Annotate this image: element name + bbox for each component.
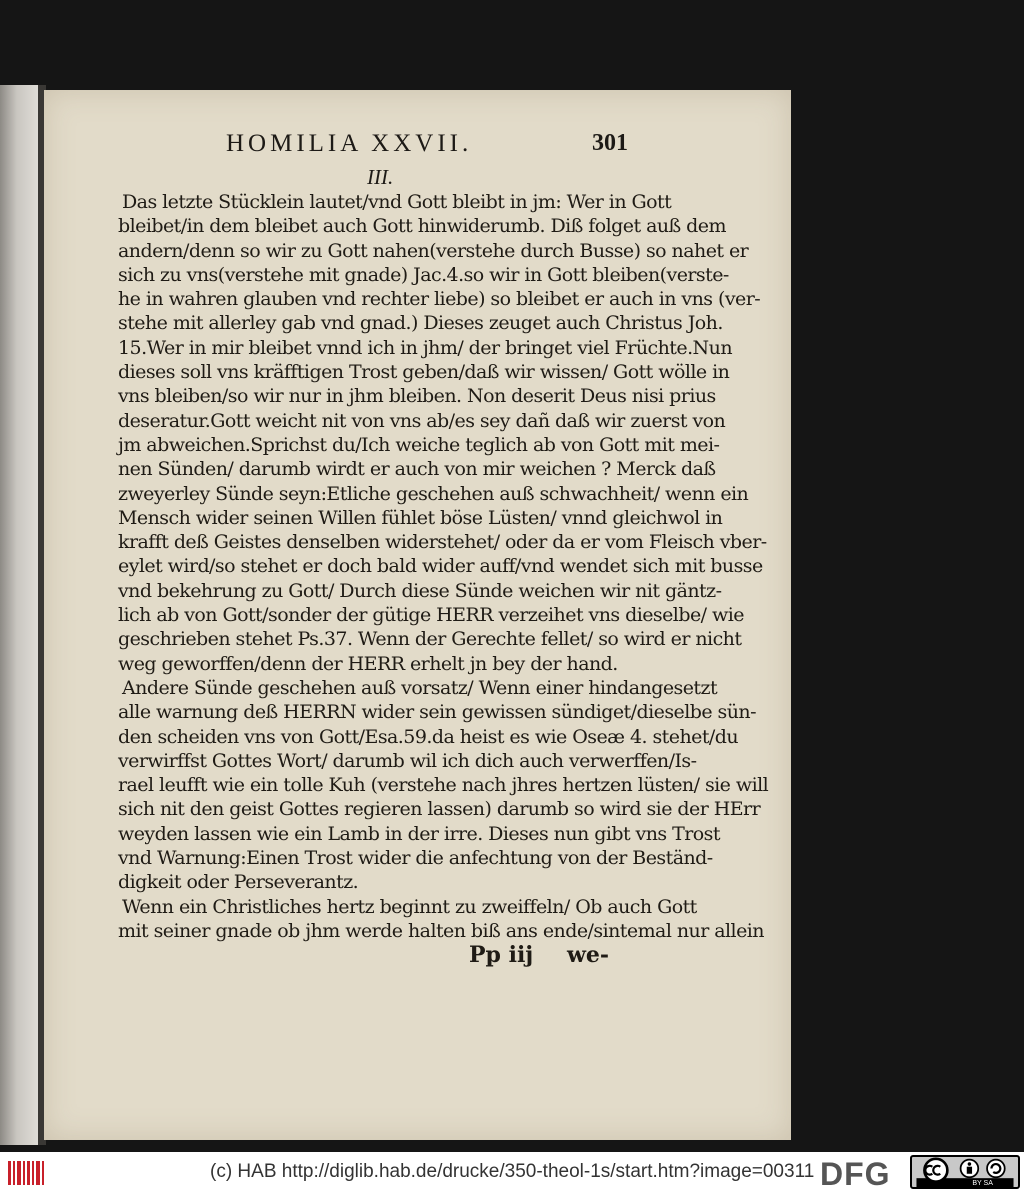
text-line: Wenn ein Christliches hertz beginnt zu zweiffeln/ Ob auch Gott xyxy=(122,895,697,918)
cc-license-badge[interactable] xyxy=(910,1155,1020,1189)
credit-link[interactable]: (c) HAB http://diglib.hab.de/drucke/350-theol-1s/start.htm?image=00311 xyxy=(210,1161,815,1182)
text-line: sich zu vns(verstehe mit gnade) Jac.4.so wir in Gott bleiben(verste- xyxy=(118,263,729,286)
text-line: Mensch wider seinen Willen fühlet böse Lüsten/ vnnd gleichwol in xyxy=(118,506,723,529)
text-line: nen Sünden/ darumb wirdt er auch von mir weichen ? Merck daß xyxy=(118,458,716,481)
cc-icon xyxy=(924,1159,947,1182)
hab-barcode-icon xyxy=(6,1158,46,1188)
text-line: digkeit oder Perseverantz. xyxy=(118,871,359,894)
text-line: lich ab von Gott/sonder der gütige HERR verzeihet vns dieselbe/ wie xyxy=(118,604,744,627)
text-line: verwirffst Gottes Wort/ darumb wil ich dich auch verwerffen/Is- xyxy=(118,749,697,772)
signature-mark: Pp iij xyxy=(469,942,534,968)
text-block xyxy=(118,190,769,943)
text-line: Andere Sünde geschehen auß vorsatz/ Wenn einer hindangesetzt xyxy=(122,676,718,699)
text-line: zweyerley Sünde seyn:Etliche geschehen auß schwachheit/ wenn ein xyxy=(118,482,749,505)
folio-number: 301 xyxy=(592,130,628,156)
book-page xyxy=(44,90,791,1140)
by-icon xyxy=(961,1160,979,1178)
text-line: vns bleiben/so wir nur in jhm bleiben. Non deserit Deus nisi prius xyxy=(118,385,716,408)
text-line: den scheiden vns von Gott/Esa.59.da heist es wie Oseæ 4. stehet/du xyxy=(118,725,739,748)
text-line: 15.Wer in mir bleibet vnnd ich in jhm/ der bringet viel Früchte.Nun xyxy=(118,336,733,359)
text-line: weyden lassen wie ein Lamb in der irre. Dieses nun gibt vns Trost xyxy=(118,822,720,845)
text-line: vnd bekehrung zu Gott/ Durch diese Sünde weichen wir nit gäntz- xyxy=(118,579,722,602)
text-line: weg geworffen/denn der HERR erhelt jn bey der hand. xyxy=(118,652,618,675)
text-line: bleibet/in dem bleibet auch Gott hinwiderumb. Diß folget auß dem xyxy=(118,215,726,238)
catchword-line xyxy=(469,942,609,968)
catchword: we- xyxy=(566,942,610,968)
text-line: mit seiner gnade ob jhm werde halten biß ans ende/sintemal nur allein xyxy=(118,919,764,942)
text-line: stehe mit allerley gab vnd gnad.) Dieses zeuget auch Christus Joh. xyxy=(118,312,723,335)
text-line: krafft deß Geistes denselben widerstehet/ oder da er vom Fleisch vber- xyxy=(118,531,767,554)
text-line: jm abweichen.Sprichst du/Ich weiche teglich ab von Gott mit mei- xyxy=(118,433,720,456)
text-line: vnd Warnung:Einen Trost wider die anfechtung von der Beständ- xyxy=(118,847,713,870)
section-numeral: III. xyxy=(367,165,394,189)
text-line: andern/denn so wir zu Gott nahen(verstehe durch Busse) so nahet er xyxy=(118,239,749,262)
license-label: BY SA xyxy=(972,1180,993,1188)
sa-icon xyxy=(987,1160,1005,1178)
text-line: he in wahren glauben vnd rechter liebe) so bleibet er auch in vns (ver- xyxy=(118,288,761,311)
text-line: deseratur.Gott weicht nit von vns ab/es sey dañ daß wir zuerst von xyxy=(118,409,726,432)
footer-bar xyxy=(0,1152,1024,1193)
text-line: Das letzte Stücklein lautet/vnd Gott bleibt in jm: Wer in Gott xyxy=(122,191,672,213)
text-line: eylet wird/so stehet er doch bald wider auff/vnd wendet sich mit busse xyxy=(118,555,763,578)
text-line: alle warnung deß HERRN wider sein gewissen sündiget/dieselbe sün- xyxy=(118,701,756,724)
text-line: dieses soll vns kräfftigen Trost geben/daß wir wissen/ Gott wölle in xyxy=(118,361,730,384)
text-line: rael leufft wie ein tolle Kuh (verstehe nach jhres hertzen lüsten/ sie will xyxy=(118,774,769,797)
text-line: sich nit den geist Gottes regieren lassen) darumb so wird sie der HErr xyxy=(118,798,761,821)
previous-page-edge xyxy=(0,85,42,1145)
text-line: geschrieben stehet Ps.37. Wenn der Gerechte fellet/ so wird er nicht xyxy=(118,628,742,651)
running-head: HOMILIA XXVII. xyxy=(226,130,473,157)
dfg-logo: DFG xyxy=(820,1156,891,1192)
